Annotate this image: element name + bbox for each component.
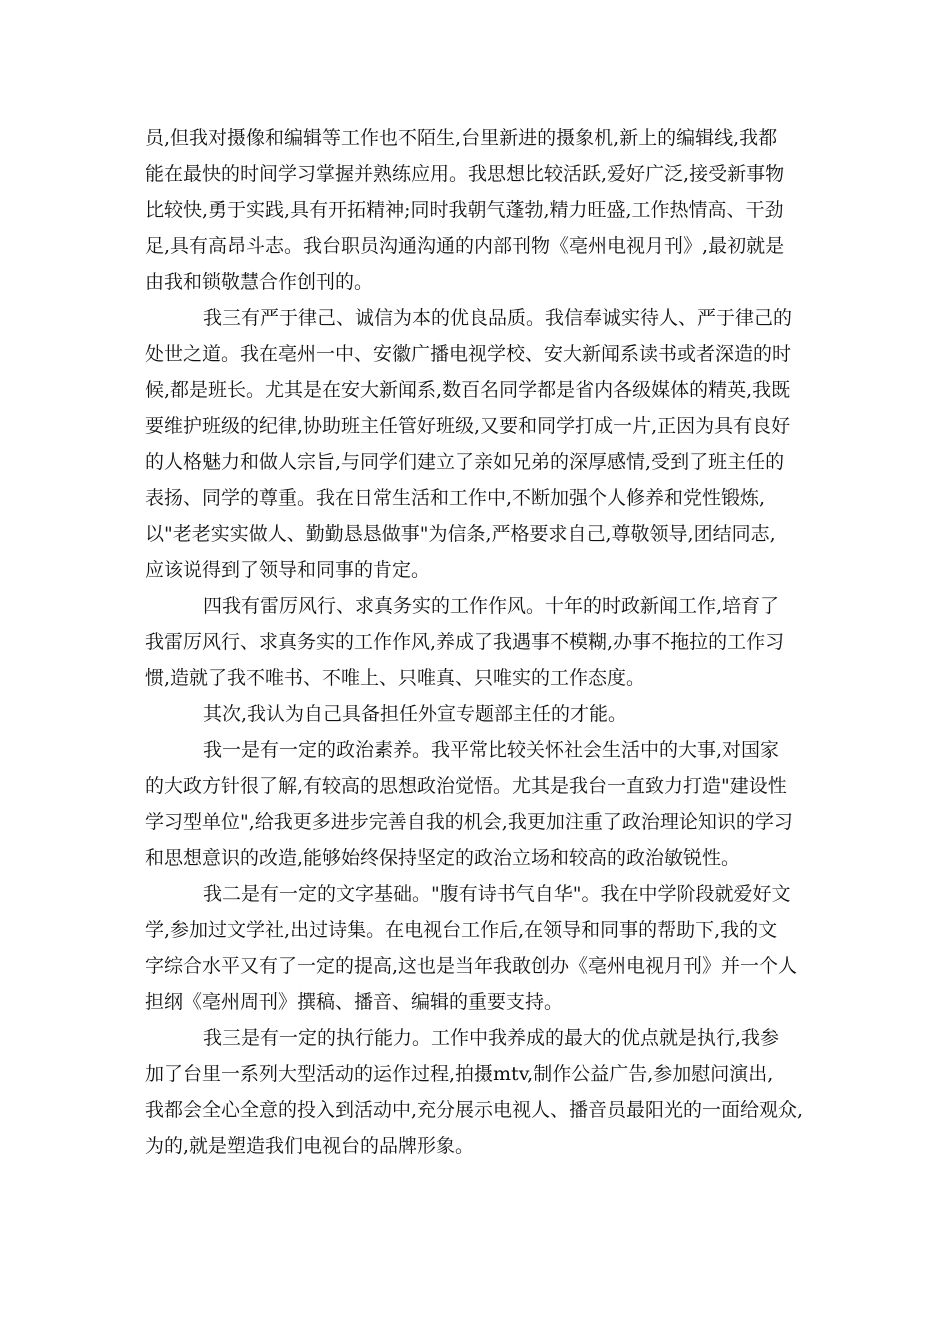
text-line: 四我有雷厉风行、求真务实的工作作风。十年的时政新闻工作,培育了 (203, 595, 780, 617)
text-line: 处世之道。我在亳州一中、安徽广播电视学校、安大新闻系读书或者深造的时 (145, 343, 792, 365)
text-line: 学,参加过文学社,出过诗集。在电视台工作后,在领导和同事的帮助下,我的文 (145, 919, 778, 941)
text-line: 由我和锁敬慧合作创刊的。 (145, 271, 374, 293)
text-line: 应该说得到了领导和同事的肯定。 (145, 559, 431, 581)
text-line: 比较快,勇于实践,具有开拓精神;同时我朝气蓬勃,精力旺盛,工作热情高、干劲 (145, 199, 784, 221)
text-line: 表扬、同学的尊重。我在日常生活和工作中,不断加强个人修养和党性锻炼, (145, 487, 766, 509)
text-line: 的人格魅力和做人宗旨,与同学们建立了亲如兄弟的深厚感情,受到了班主任的 (145, 451, 785, 473)
text-line: 其次,我认为自己具备担任外宣专题部主任的才能。 (203, 703, 628, 725)
document-body (145, 120, 817, 1164)
text-line: 以"老老实实做人、勤勤恳恳做事"为信条,严格要求自己,尊敬领导,团结同志, (145, 523, 776, 545)
paragraph-5 (145, 732, 817, 876)
paragraph-2 (145, 300, 817, 588)
text-line: 候,都是班长。尤其是在安大新闻系,数百名同学都是省内各级媒体的精英,我既 (145, 379, 791, 401)
text-line: 我三是有一定的执行能力。工作中我养成的最大的优点就是执行,我参 (203, 1027, 780, 1049)
text-line: 学习型单位",给我更多进步完善自我的机会,我更加注重了政治理论知识的学习 (145, 811, 793, 833)
text-line: 担纲《亳州周刊》撰稿、播音、编辑的重要支持。 (145, 991, 564, 1013)
text-line: 我都会全心全意的投入到活动中,充分展示电视人、播音员最阳光的一面给观众, (145, 1099, 804, 1121)
text-line: 我二是有一定的文字基础。"腹有诗书气自华"。我在中学阶段就爱好文 (203, 883, 791, 905)
text-line: 我雷厉风行、求真务实的工作作风,养成了我遇事不模糊,办事不拖拉的工作习 (145, 631, 785, 653)
paragraph-3 (145, 588, 817, 696)
text-line: 和思想意识的改造,能够始终保持坚定的政治立场和较高的政治敏锐性。 (145, 847, 741, 869)
text-line: 我三有严于律己、诚信为本的优良品质。我信奉诚实待人、严于律己的 (203, 307, 793, 329)
text-line: 为的,就是塑造我们电视台的品牌形象。 (145, 1135, 475, 1157)
paragraph-1 (145, 120, 817, 300)
text-line: 我一是有一定的政治素养。我平常比较关怀社会生活中的大事,对国家 (203, 739, 780, 761)
text-line: 的大政方针很了解,有较高的思想政治觉悟。尤其是我台一直致力打造"建设性 (145, 775, 787, 797)
text-line: 惯,造就了我不唯书、不唯上、只唯真、只唯实的工作态度。 (145, 667, 646, 689)
text-line: 能在最快的时间学习掌握并熟练应用。我思想比较活跃,爱好广泛,接受新事物 (145, 163, 785, 185)
paragraph-4 (145, 696, 817, 732)
paragraph-6 (145, 876, 817, 1020)
text-line: 要维护班级的纪律,协助班主任管好班级,又要和同学打成一片,正因为具有良好 (145, 415, 791, 437)
text-line: 加了台里一系列大型活动的运作过程,拍摄mtv,制作公益广告,参加慰问演出, (145, 1063, 774, 1085)
text-line: 足,具有高昂斗志。我台职员沟通沟通的内部刊物《亳州电视月刊》,最初就是 (145, 235, 785, 257)
paragraph-7 (145, 1020, 817, 1164)
text-line: 字综合水平又有了一定的提高,这也是当年我敢创办《亳州电视月刊》并一个人 (145, 955, 798, 977)
text-line: 员,但我对摄像和编辑等工作也不陌生,台里新进的摄象机,新上的编辑线,我都 (145, 127, 778, 149)
